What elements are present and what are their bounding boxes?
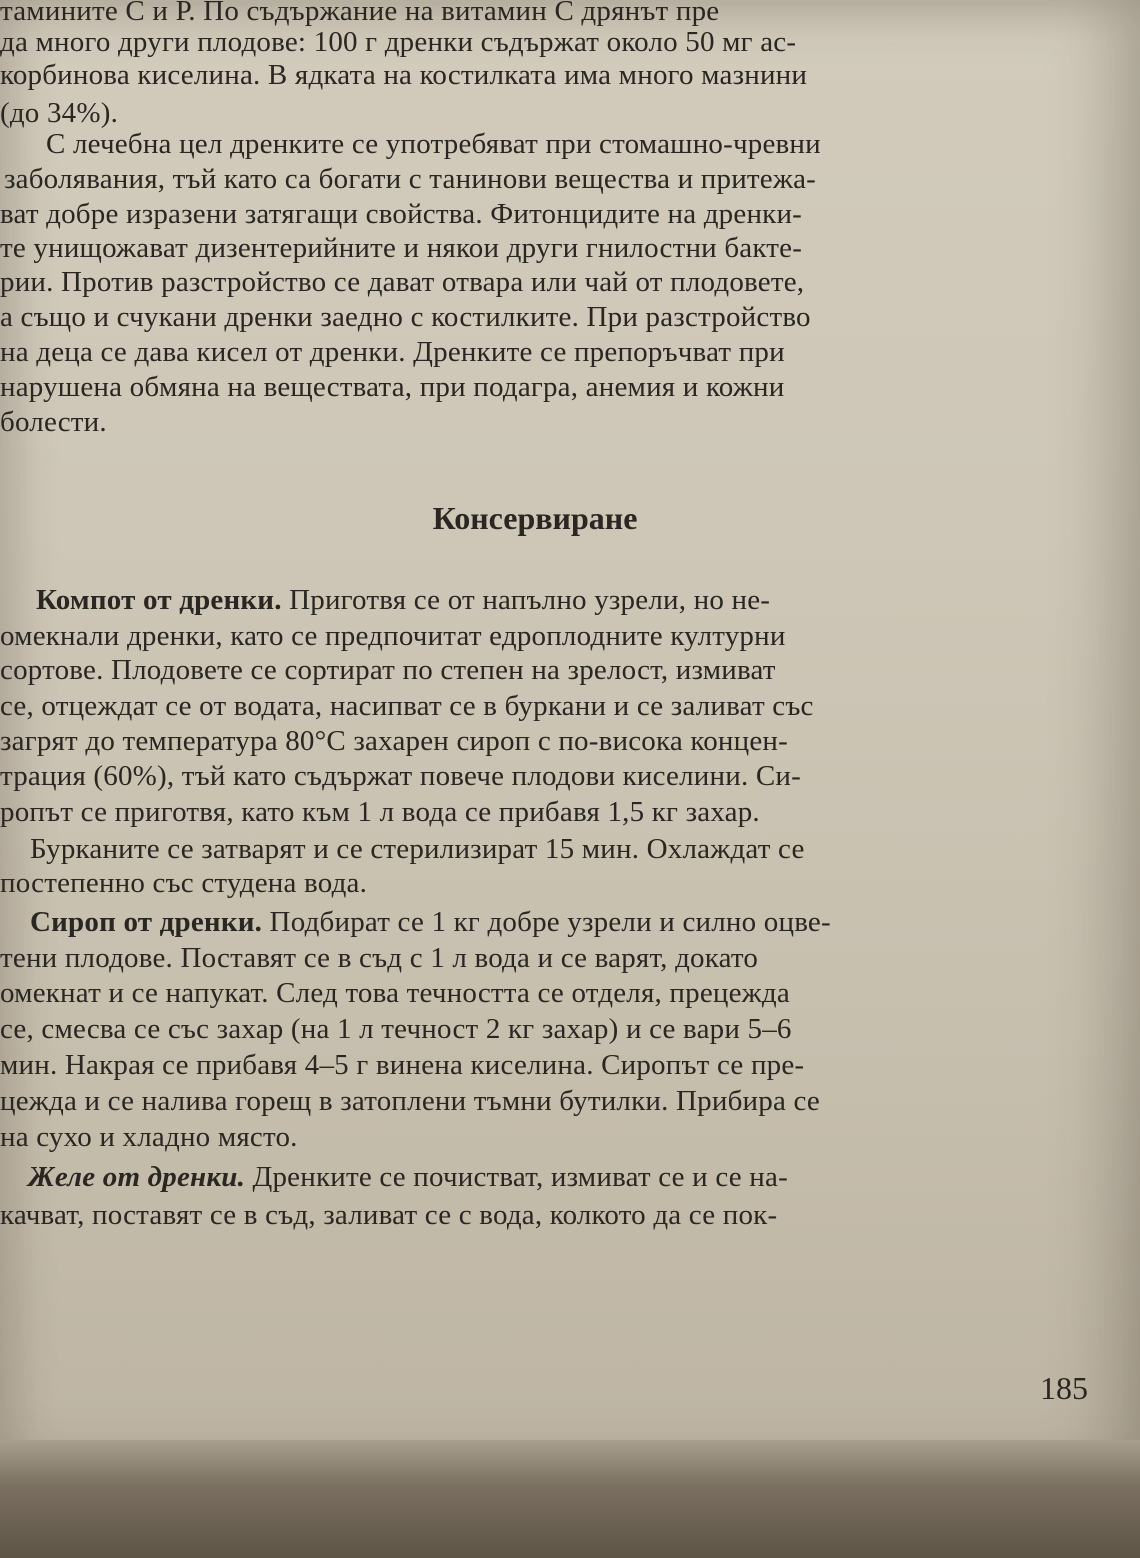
text-line: се, смесва се със захар (на 1 л течност 2 кг захар) и се вари 5–6 bbox=[0, 1013, 792, 1045]
text-line: нарушена обмяна на веществата, при подагра, анемия и кожни bbox=[0, 371, 785, 403]
text-line: постепенно със студена вода. bbox=[0, 867, 368, 899]
text-line: загрят до температура 80°С захарен сироп с по-висока концен- bbox=[0, 725, 788, 757]
recipe-title-syrup: Сироп от дренки. bbox=[30, 906, 263, 938]
text-line: омекнали дренки, като се предпочитат едроплодните културни bbox=[0, 620, 786, 652]
text-line: на сухо и хладно място. bbox=[0, 1121, 298, 1153]
text-line: (до 34%). bbox=[0, 97, 119, 129]
text-line: да много други плодове: 100 г дренки съдържат около 50 мг ас- bbox=[0, 26, 797, 58]
text-line: цежда и се налива горещ в затоплени тъмни бутилки. Прибира се bbox=[0, 1085, 820, 1117]
page-number: 185 bbox=[1040, 1370, 1088, 1406]
text-line: качват, поставят се в съд, заливат се с вода, колкото да се пок- bbox=[0, 1199, 778, 1231]
text-line: С лечебна цел дренките се употребяват при стомашно-чревни bbox=[46, 128, 821, 160]
text-line: трация (60%), тъй като съдържат повече плодови киселини. Си- bbox=[0, 760, 801, 792]
recipe-first-line bbox=[30, 905, 1140, 939]
text-line: болести. bbox=[0, 406, 107, 438]
text-line: тамините С и Р. По съдържание на витамин С дрянът пре bbox=[0, 0, 720, 27]
recipe-first-line bbox=[36, 583, 1140, 617]
recipe-title-compote: Компот от дренки. bbox=[36, 584, 282, 616]
text-line: ропът се приготвя, като към 1 л вода се прибавя 1,5 кг захар. bbox=[0, 796, 760, 828]
recipe-text: Дренките се почистват, измиват се и се на- bbox=[245, 1161, 788, 1193]
text-line: тени плодове. Поставят се в съд с 1 л вода и се варят, докато bbox=[0, 942, 759, 974]
recipe-text: Подбират се 1 кг добре узрели и силно оцве- bbox=[262, 906, 831, 938]
text-line: мин. Накрая се прибавя 4–5 г винена киселина. Сиропът се пре- bbox=[0, 1049, 805, 1081]
text-line: заболявания, тъй като са богати с танинови вещества и притежа- bbox=[4, 163, 817, 195]
text-line: сортове. Плодовете се сортират по степен на зрелост, измиват bbox=[0, 654, 776, 686]
page-edge-shadow bbox=[0, 1440, 1140, 1558]
recipe-title-jelly: Желе от дренки. bbox=[28, 1161, 246, 1193]
recipe-text: Приготвя се от напълно узрели, но не- bbox=[281, 584, 771, 616]
text-line: на деца се дава кисел от дренки. Дренките се препоръчват при bbox=[0, 336, 785, 368]
text-line: рии. Против разстройство се дават отвара или чай от плодовете, bbox=[0, 266, 805, 298]
text-line: те унищожават дизентерийните и някои други гнилостни бакте- bbox=[0, 232, 803, 264]
text-line: ват добре изразени затягащи свойства. Фитонцидите на дренки- bbox=[0, 198, 803, 230]
section-heading: Консервиране bbox=[432, 500, 638, 536]
text-line: омекнат и се напукат. След това течността се отделя, прецежда bbox=[0, 977, 790, 1009]
text-line: Бурканите се затварят и се стерилизират 15 мин. Охлаждат се bbox=[30, 833, 805, 865]
text-line: а също и счукани дренки заедно с костилките. При разстройство bbox=[0, 301, 811, 333]
recipe-first-line bbox=[28, 1160, 1140, 1194]
text-line: се, отцеждат се от водата, насипват се в буркани и се заливат със bbox=[0, 690, 814, 722]
text-line: корбинова киселина. В ядката на костилката има много мазнини bbox=[0, 59, 808, 91]
